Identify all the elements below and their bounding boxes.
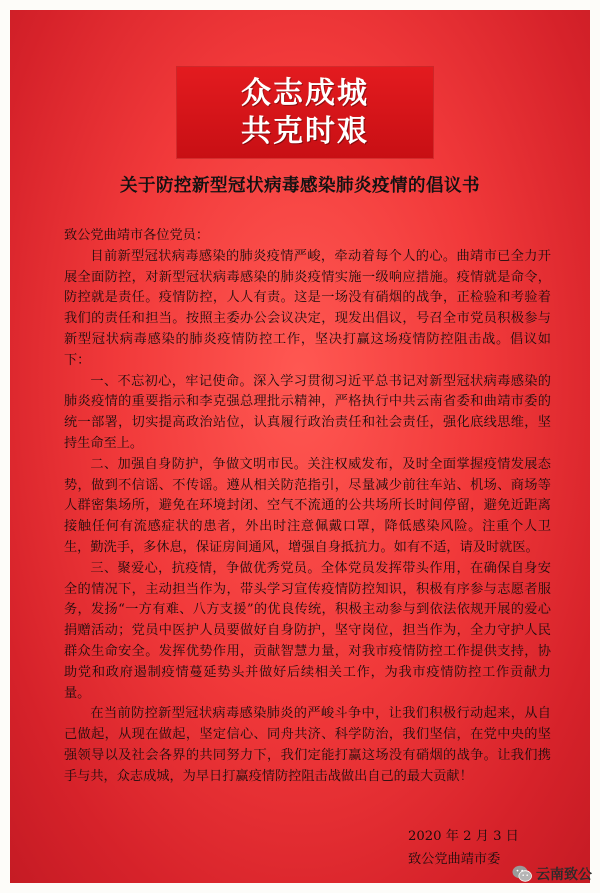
paragraph-item-3: 三、聚爱心，抗疫情，争做优秀党员。全体党员发挥带头作用，在确保自身安全的情况下，主动担当作为，带头学习宣传疫情防控知识，积极有序参与志愿者服务，发扬“一方有难、八方支援”的优良传统，积极主动参与到依法依规开展的爱心捐赠活动；党员中医护人员要做好自身防护，坚守岗位，担当作为，全力守护人民群众生命安全。发挥优势作用，贡献智慧力量，对我市疫情防控工作提供支持，协助党和政府遏制疫情蔓延势头并做好后续相关工作，为我市疫情防控工作贡献力量。 (64, 560, 551, 701)
account-watermark (512, 863, 592, 885)
watermark-text: 云南致公 (536, 867, 592, 883)
slogan-line-1: 众志成城 (241, 75, 369, 111)
wechat-icon (512, 865, 532, 883)
signature-organization: 致公党曲靖市委 (408, 852, 501, 867)
salutation: 致公党曲靖市各位党员： (64, 228, 210, 243)
paragraph-closing: 在当前防控新型冠状病毒感染肺炎的严峻斗争中，让我们积极行动起来，从自己做起，从现在做起，坚定信心、同舟共济、科学防治，我们坚信，在党中央的坚强领导以及社会各界的共同努力下，我们定能打赢这场没有硝烟的战争。让我们携手与共，众志成城，为早日打赢疫情防控阻击战做出自己的最大贡献！ (64, 706, 551, 784)
paragraph-item-1: 一、不忘初心，牢记使命。深入学习贯彻习近平总书记对新型冠状病毒感染的肺炎疫情的重要指示和李克强总理批示精神，严格执行中共云南省委和曲靖市委的统一部署，切实提高政治站位，认真履行政治责任和社会责任，强化底线思维，坚持生命至上。 (64, 373, 551, 451)
slogan-banner (177, 67, 433, 158)
signature-date: 2020 年 2 月 3 日 (408, 829, 519, 844)
document-body (64, 226, 551, 788)
paragraph-item-2: 二、加强自身防护，争做文明市民。关注权威发布，及时全面掌握疫情发展态势，做到不信谣、不传谣。遵从相关防范指引，尽量减少前往车站、机场、商场等人群密集场所，避免在环境封闭、空气不流通的公共场所长时间停留，避免近距离接触任何有流感症状的患者，外出时注意佩戴口罩，降低感染风险。注重个人卫生，勤洗手，多休息，保证房间通风，增强自身抵抗力。如有不适，请及时就医。 (64, 456, 551, 555)
poster (10, 10, 590, 883)
slogan-line-2: 共克时艰 (241, 113, 369, 149)
paragraph-intro: 目前新型冠状病毒感染的肺炎疫情严峻，牵动着每个人的心。曲靖市已全力开展全面防控，对新型冠状病毒感染的肺炎疫情实施一级响应措施。疫情就是命令，防控就是责任。疫情防控，人人有责。这是一场没有硝烟的战争，正检验和考验着我们的责任和担当。按照主委办公会议决定，现发出倡议，号召全市党员积极参与新型冠状病毒感染的肺炎疫情防控工作，坚决打赢这场疫情防控阻击战。倡议如下： (64, 248, 551, 368)
document-title: 关于防控新型冠状病毒感染肺炎疫情的倡议书 (120, 176, 480, 196)
